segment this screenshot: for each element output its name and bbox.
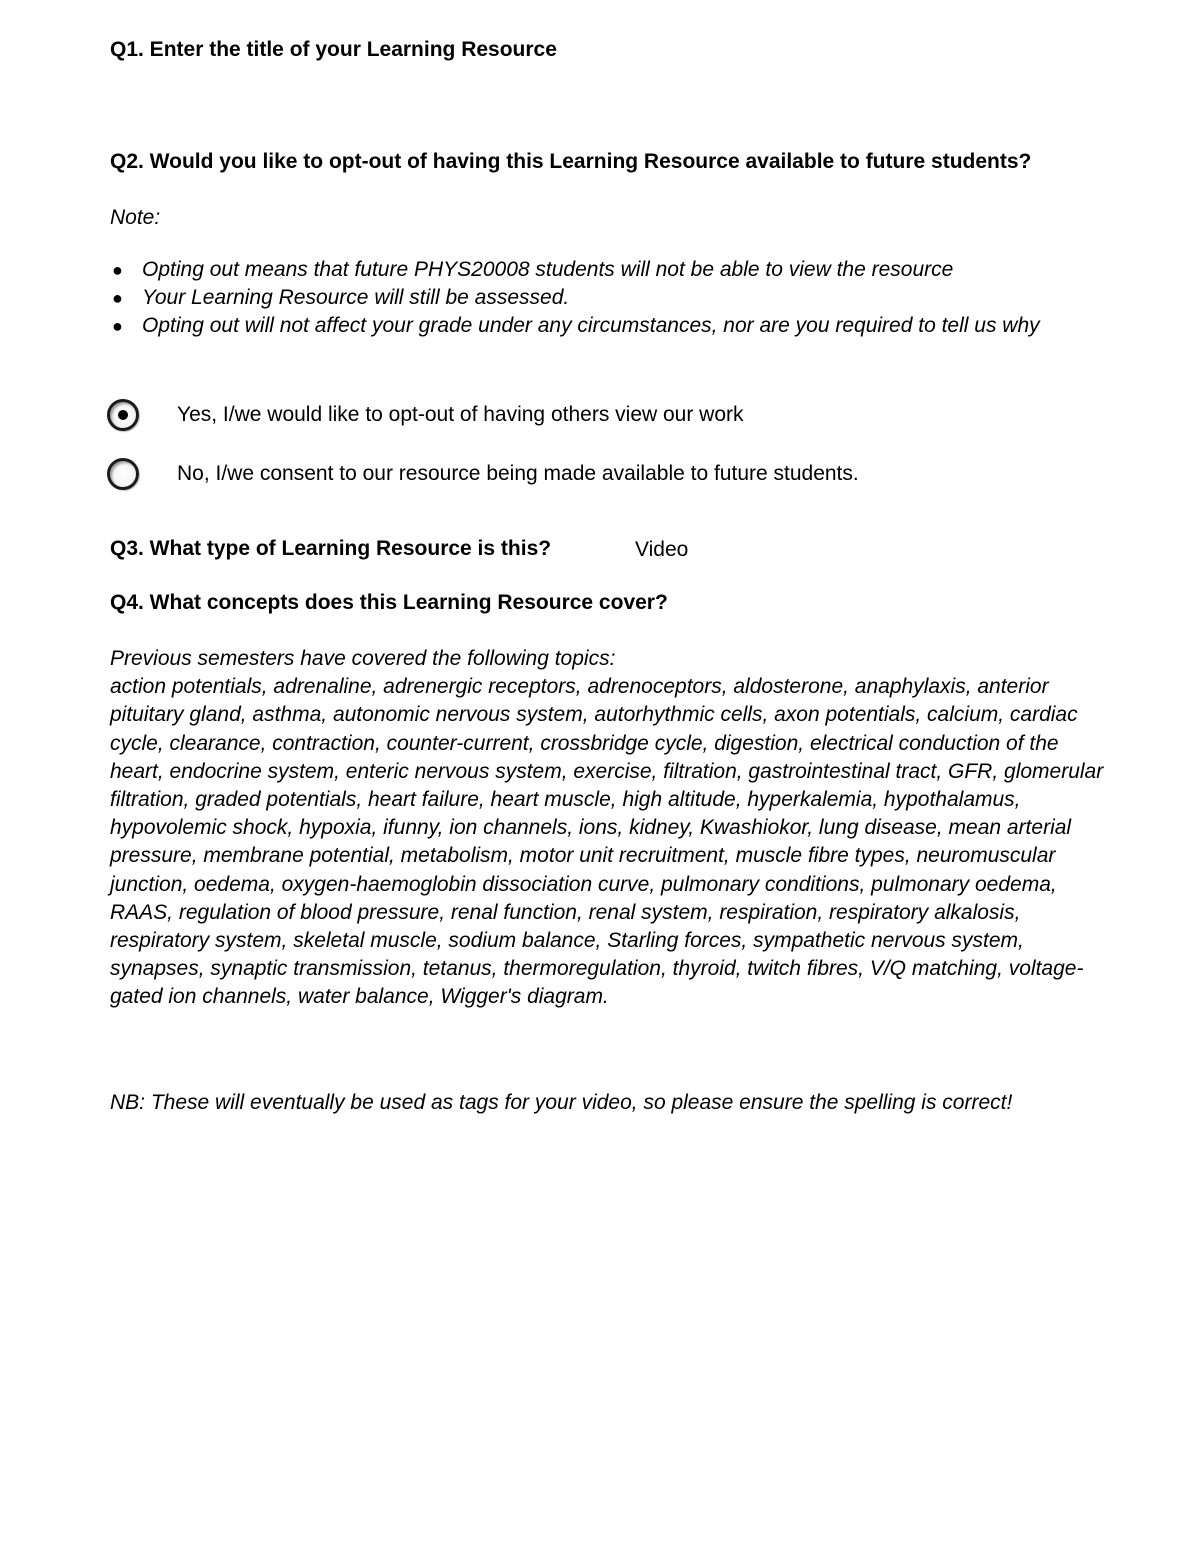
note-text: Opting out means that future PHYS20008 students will not be able to view the resource xyxy=(142,258,954,281)
list-item xyxy=(110,256,1090,284)
radio-button-no[interactable] xyxy=(107,458,139,490)
bullet-icon: ● xyxy=(112,288,123,308)
bullet-icon: ● xyxy=(112,260,123,280)
q4-topics-block xyxy=(110,645,1110,1012)
q2-heading: Q2. Would you like to opt-out of having this Learning Resource available to future students? xyxy=(110,150,1032,173)
q4-nb-note: NB: These will eventually be used as tags for your video, so please ensure the spelling is correct! xyxy=(110,1091,1013,1114)
radio-label-no[interactable]: No, I/we consent to our resource being made available to future students. xyxy=(177,462,859,485)
radio-label-yes[interactable]: Yes, I/we would like to opt-out of having others view our work xyxy=(177,403,744,426)
radio-option-no[interactable] xyxy=(107,458,1107,498)
bullet-icon: ● xyxy=(112,316,123,336)
q4-heading: Q4. What concepts does this Learning Resource cover? xyxy=(110,591,668,614)
q2-note-list xyxy=(110,256,1090,340)
radio-option-yes[interactable] xyxy=(107,399,1107,439)
radio-button-yes[interactable] xyxy=(107,399,139,431)
radio-selected-dot-icon xyxy=(118,410,128,420)
q4-topics-list: action potentials, adrenaline, adrenergic receptors, adrenoceptors, aldosterone, anaphylaxis, anterior pituitary gland, asthma, autonomic nervous system, autorhythmic cells, axon potentials, calcium, cardiac cycle, clearance, contraction, counter-current, crossbridge cycle, digestion, electrical conduction of the heart, endocrine system, enteric nervous system, exercise, filtration, gastrointestinal tract, GFR, glomerular filtration, graded potentials, heart failure, heart muscle, high altitude, hyperkalemia, hypothalamus, hypovolemic shock, hypoxia, ifunny, ion channels, ions, kidney, Kwashiokor, lung disease, mean arterial pressure, membrane potential, metabolism, motor unit recruitment, muscle fibre types, neuromuscular junction, oedema, oxygen-haemoglobin dissociation curve, pulmonary conditions, pulmonary oedema, RAAS, regulation of blood pressure, renal function, renal system, respiration, respiratory alkalosis, respiratory system, skeletal muscle, sodium balance, Starling forces, sympathetic nervous system, synapses, synaptic transmission, tetanus, thermoregulation, thyroid, twitch fibres, V/Q matching, voltage-gated ion channels, water balance, Wigger's diagram. xyxy=(110,675,1104,1009)
q4-topics-intro: Previous semesters have covered the following topics: xyxy=(110,647,616,670)
note-text: Your Learning Resource will still be assessed. xyxy=(142,286,570,309)
note-text: Opting out will not affect your grade under any circumstances, nor are you required to tell us why xyxy=(142,314,1040,337)
q1-heading: Q1. Enter the title of your Learning Resource xyxy=(110,38,557,61)
q3-answer-value[interactable]: Video xyxy=(635,538,689,561)
list-item xyxy=(110,284,1090,312)
q2-note-label: Note: xyxy=(110,206,161,229)
list-item xyxy=(110,312,1090,340)
q3-heading: Q3. What type of Learning Resource is this? xyxy=(110,537,552,560)
